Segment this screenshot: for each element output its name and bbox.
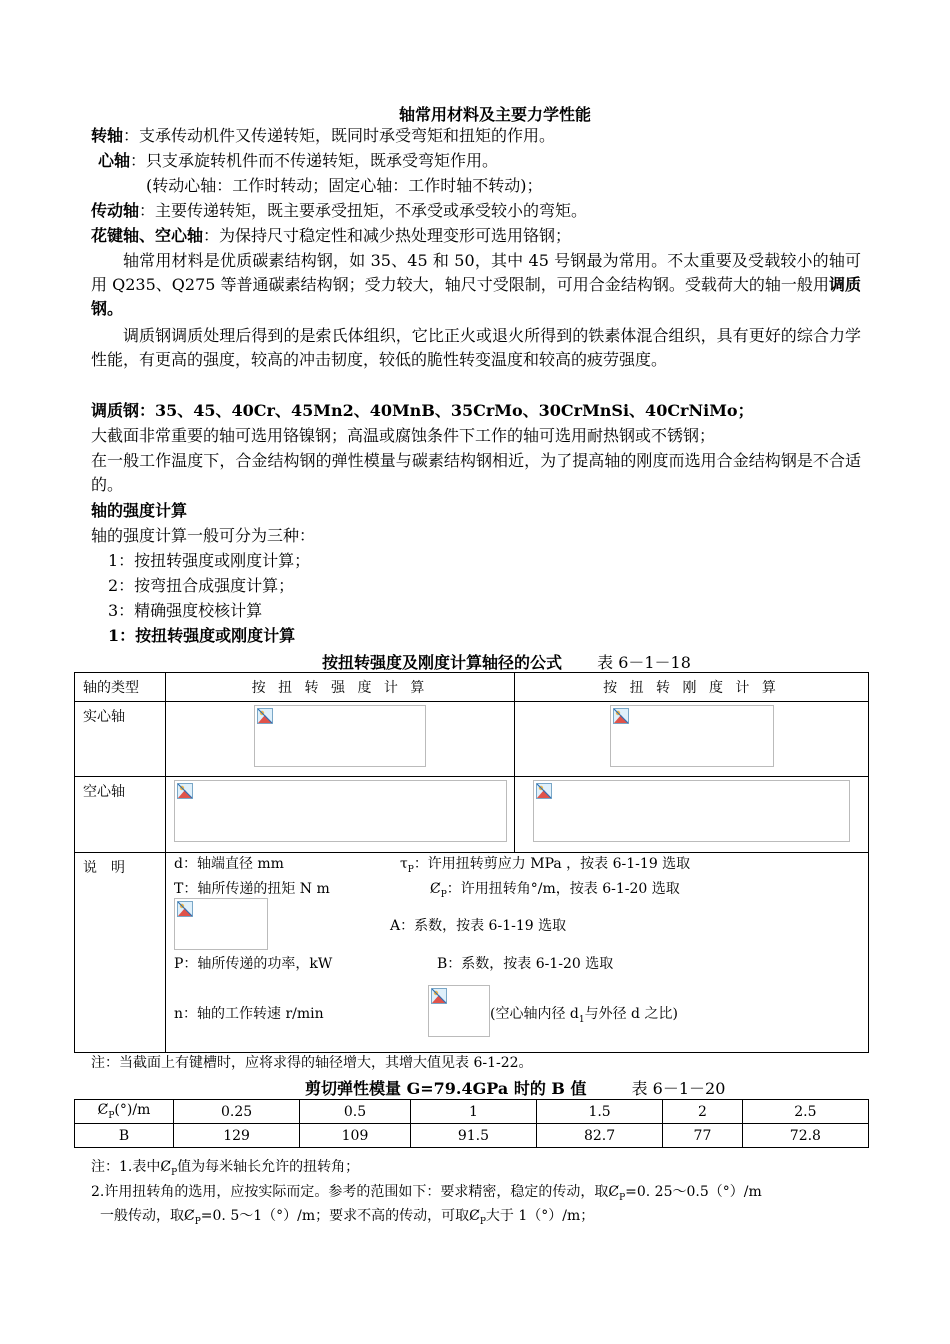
table-cell: 129 [174, 1124, 300, 1148]
note-T: T：轴所传递的扭矩 N m [174, 881, 330, 897]
image-placeholder-icon [177, 901, 193, 917]
image-placeholder-icon [613, 708, 629, 724]
steel-list: 调质钢：35、45、40Cr、45Mn2、40MnB、35CrMo、30CrMnSi、40CrNiMo； [91, 401, 754, 420]
row-label-note: 说 明 [75, 853, 166, 1053]
note-n: n：轴的工作转速 r/min [174, 1006, 324, 1022]
page-title: 轴常用材料及主要力学性能 [398, 105, 591, 124]
table2-note-2: 2.许用扭转角的选用，应按实际而定。参考的范围如下：要求精密，稳定的传动，取$Ȼ_P=0$. 25～0.5（°）/m [91, 1184, 762, 1203]
table1-note: 注：当截面上有键槽时，应将求得的轴径增大，其增大值见表 6-1-22。 [91, 1055, 533, 1071]
table2-note-3: 一般传动，取$Ȼ_P=0$. 5～1（°）/m；要求不高的传动，可取$Ȼ_P$大于 1（°）/m； [100, 1208, 595, 1227]
def-drive-shaft: 传动轴：主要传递转矩，既主要承受扭矩，不承受或承受较小的弯矩。 [91, 201, 588, 220]
note-tau: $\tau_P$：许用扭转剪应力 MPa ，按表 6-1-19 选取 [400, 856, 691, 875]
def-rotating-shaft: 转轴：支承传动机件又传递转矩，既同时承受弯矩和扭矩的作用。 [91, 126, 556, 145]
b-value-table [74, 1099, 869, 1148]
image-placeholder-icon [536, 783, 552, 799]
formula-image [428, 985, 490, 1037]
def-spindle-note: (转动心轴：工作时转动；固定心轴：工作时轴不转动)； [146, 176, 543, 195]
note-A: A：系数，按表 6-1-19 选取 [390, 918, 567, 934]
table-cell: 0.25 [174, 1100, 300, 1124]
table-cell: 82.7 [537, 1124, 663, 1148]
row-label-solid: 实心轴 [75, 702, 166, 777]
strength-heading: 轴的强度计算 [91, 501, 188, 520]
table-header: 按 扭 转 强 度 计 算 [166, 673, 515, 702]
image-placeholder-icon [177, 783, 193, 799]
table1-caption: 按扭转强度及刚度计算轴径的公式 表 6－1－18 [322, 653, 691, 672]
table-cell: 2 [663, 1100, 743, 1124]
note-d: d：轴端直径 mm [174, 856, 284, 872]
paragraph-quenched-steel: 调质钢调质处理后得到的是索氏体组织，它比正火或退火所得到的铁素体混合组织，具有更好的综合力学性能，有更高的强度，较高的冲击韧度，较低的脆性转变温度和较高的疲劳强度。 [91, 326, 861, 369]
formula-image [174, 780, 507, 842]
table-row-label: $Ȼ_P(^\circ)/m$ [75, 1100, 174, 1124]
note-P: P：轴所传递的功率，kW [174, 956, 333, 972]
paragraph-modulus: 在一般工作温度下，合金结构钢的弹性模量与碳素结构钢相近，为了提高轴的刚度而选用合金结构钢是不合适的。 [91, 451, 861, 494]
row-label-hollow: 空心轴 [75, 777, 166, 853]
strength-intro: 轴的强度计算一般可分为三种： [91, 526, 316, 545]
table-cell: 77 [663, 1124, 743, 1148]
table2-caption: 剪切弹性模量 G=79.4GPa 时的 B 值 表 6－1－20 [305, 1079, 726, 1098]
method-item: 3：精确强度校核计算 [108, 601, 263, 620]
def-spindle: 心轴：只支承旋转机件而不传递转矩，既承受弯矩作用。 [98, 151, 499, 170]
table-cell: 91.5 [410, 1124, 536, 1148]
image-placeholder-icon [431, 988, 447, 1004]
table-cell: 1.5 [537, 1100, 663, 1124]
table-header: 按 扭 转 刚 度 计 算 [515, 673, 869, 702]
table-cell: 2.5 [742, 1100, 868, 1124]
table-row-label: B [75, 1124, 174, 1148]
table-header: 轴的类型 [75, 673, 166, 702]
note-B: B：系数，按表 6-1-20 选取 [437, 956, 614, 972]
image-placeholder-icon [257, 708, 273, 724]
formula-image [254, 705, 426, 767]
note-ratio: (空心轴内径 $d_1$与外径 d 之比) [490, 1006, 678, 1025]
formula-image [174, 898, 268, 950]
formula-image [610, 705, 774, 767]
paragraph-materials: 轴常用材料是优质碳素结构钢，如 35、45 和 50，其中 45 号钢最为常用。不太重要及受载较小的轴可用 Q235、Q275 等普通碳素结构钢；受力较大，轴尺寸受限制，可用合金结构钢。受载荷大的轴一般用调质钢。 [91, 251, 861, 318]
table-cell: 1 [410, 1100, 536, 1124]
formula-image [533, 780, 850, 842]
method1-heading: 1：按扭转强度或刚度计算 [108, 626, 296, 645]
table-cell: 109 [300, 1124, 411, 1148]
table-cell: 72.8 [742, 1124, 868, 1148]
table-cell: 0.5 [300, 1100, 411, 1124]
method-item: 1：按扭转强度或刚度计算； [108, 551, 311, 570]
method-item: 2：按弯扭合成强度计算； [108, 576, 295, 595]
line-large-section: 大截面非常重要的轴可选用铬镍钢；高温或腐蚀条件下工作的轴可选用耐热钢或不锈钢； [91, 426, 716, 445]
def-spline-shaft: 花键轴、空心轴：为保持尺寸稳定性和减少热处理变形可选用铬钢； [91, 226, 572, 245]
note-phi: $Ȼ_P$：许用扭转角°/m，按表 6-1-20 选取 [430, 881, 680, 900]
table2-note-1: 注：1.表中$Ȼ_P$值为每米轴长允许的扭转角； [91, 1159, 360, 1178]
